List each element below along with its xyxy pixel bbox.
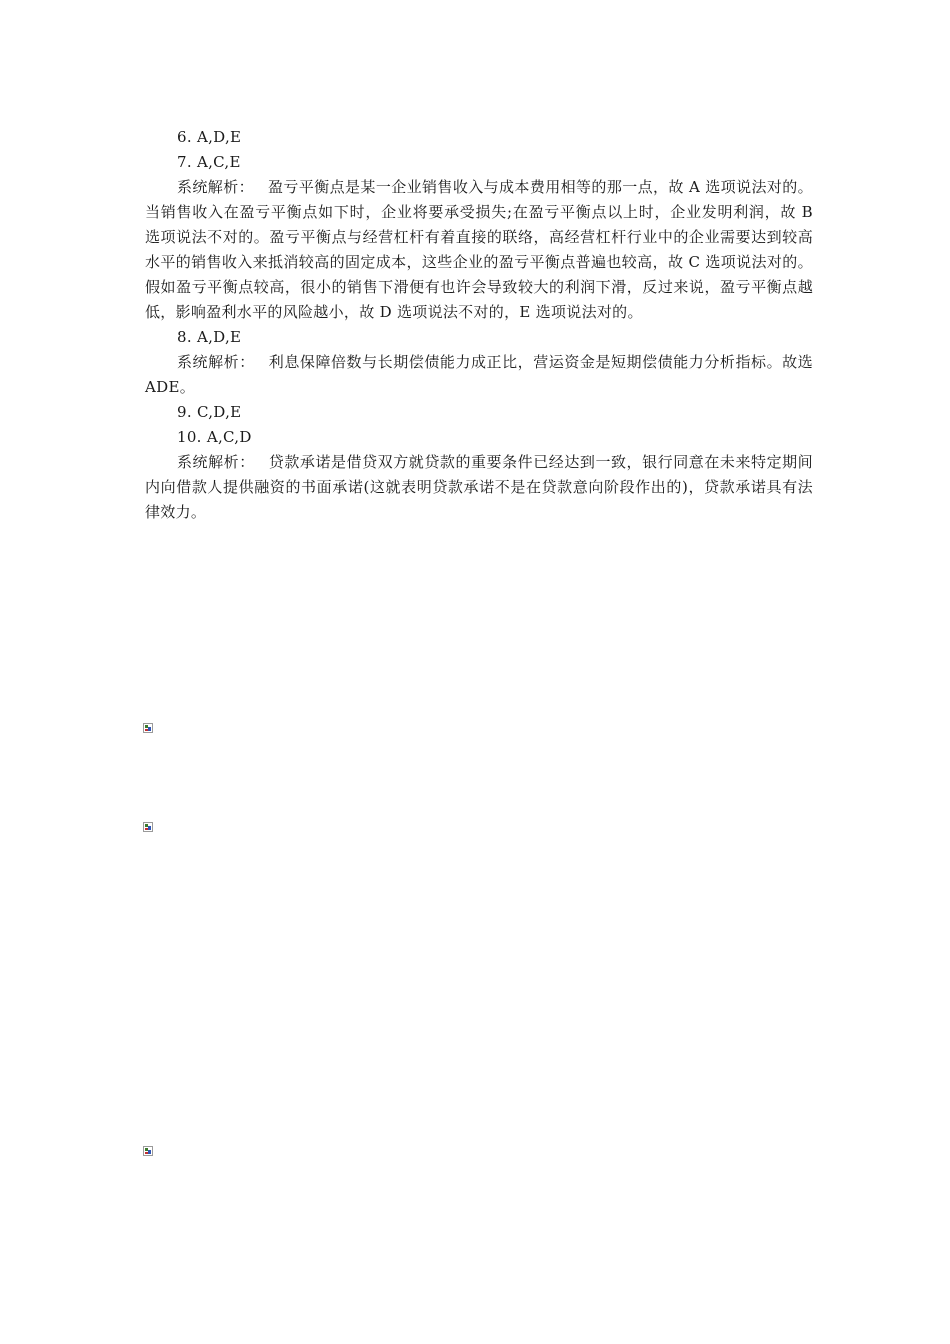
analysis-paragraph-10 [145, 450, 813, 525]
analysis-paragraph-7 [145, 175, 813, 325]
broken-image-icon-graphic [143, 723, 153, 733]
answer-list [145, 125, 813, 525]
answer-item-10: 10. A,C,D [177, 428, 252, 446]
analysis-text: 盈亏平衡点是某一企业销售收入与成本费用相等的那一点，故 A 选项说法对的。当销售收入在盈亏平衡点如下时，企业将要承受损失;在盈亏平衡点以上时，企业发明利润，故 B 选项说法不对的。盈亏平衡点与经营杠杆有着直接的联络，高经营杠杆行业中的企业需要达到较高水平的销售收入来抵消较高的固定成本，这些企业的盈亏平衡点普遍也较高，故 C 选项说法对的。假如盈亏平衡点较高，很小的销售下滑便有也许会导致较大的利润下滑，反过来说，盈亏平衡点越低，影响盈利水平的风险越小，故 D 选项说法不对的，E 选项说法对的。 [145, 178, 813, 321]
broken-image-icon-graphic [143, 822, 153, 832]
analysis-text: 利息保障倍数与长期偿债能力成正比，营运资金是短期偿债能力分析指标。故选 ADE。 [145, 353, 813, 396]
answer-item-9: 9. C,D,E [177, 403, 242, 421]
broken-image-icon [143, 1146, 153, 1156]
analysis-paragraph-8 [145, 350, 813, 400]
broken-image-icon-graphic [143, 1146, 153, 1156]
broken-image-icon [143, 723, 153, 733]
answer-item-7: 7. A,C,E [177, 153, 241, 171]
analysis-label: 系统解析： [177, 178, 255, 196]
analysis-text: 贷款承诺是借贷双方就贷款的重要条件已经达到一致，银行同意在未来特定期间内向借款人提供融资的书面承诺(这就表明贷款承诺不是在贷款意向阶段作出的)，贷款承诺具有法律效力。 [145, 453, 813, 521]
analysis-label: 系统解析： [177, 353, 255, 371]
broken-image-icon [143, 822, 153, 832]
answer-item-6: 6. A,D,E [177, 128, 242, 146]
analysis-label: 系统解析： [177, 453, 255, 471]
answer-item-8: 8. A,D,E [177, 328, 242, 346]
